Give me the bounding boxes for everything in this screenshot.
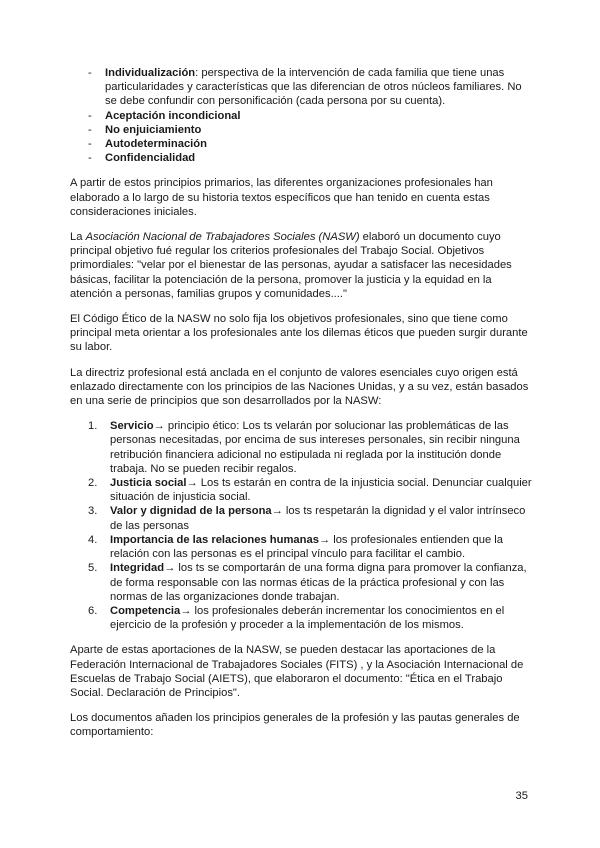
dash-marker: - bbox=[88, 123, 92, 136]
bullet-item-label: Autodeterminación bbox=[105, 138, 207, 151]
dash-marker: - bbox=[88, 109, 92, 122]
paragraph-nasw-rest: elaboró un documento cuyo principal objetivo fué regular los criterios profesionales del Trabajo Social. Objetivos primordiales: "velar por el bienestar de las personas, ayudar a satisfacer las necesidades básicas, facilitar la potenciación de la persona, promover la justicia y la equidad en la atención a personas, familias grupos y comunidades...." bbox=[70, 231, 512, 300]
numbered-item-integridad bbox=[70, 561, 532, 604]
bullet-item-label: Confidencialidad bbox=[105, 152, 196, 165]
numbered-item-rest: → los ts respetarán la dignidad y el valor intrínseco de las personas bbox=[110, 505, 526, 532]
number-marker: 6. bbox=[88, 604, 98, 617]
numbered-item-rest: → Los ts estarán en contra de la injusticia social. Denunciar cualquier situación de injusticia social. bbox=[110, 477, 532, 504]
paragraph-codigo-etico: El Código Ético de la NASW no solo fija los objetivos profesionales, sino que tiene como principal meta orientar a los profesionales ante los dilemas éticos que pueden surgir durante su labor. bbox=[70, 313, 528, 354]
numbered-item-label: Justicia social bbox=[110, 477, 187, 490]
paragraph-intro: A partir de estos principios primarios, las diferentes organizaciones profesionales han elaborado a lo largo de su historia textos específicos que han tenido en cuenta estas consideraciones iniciales. bbox=[70, 177, 493, 218]
numbered-item-rest: → los profesionales entienden que la relación con las personas es el principal vínculo para facilitar el cambio. bbox=[110, 533, 504, 561]
numbered-item-text bbox=[110, 534, 503, 560]
bullet-item-text bbox=[105, 124, 201, 136]
numbered-item-label: Servicio bbox=[110, 420, 154, 433]
paragraph-nasw-pre: La bbox=[70, 231, 86, 244]
numbered-item-text bbox=[110, 477, 532, 503]
number-marker: 1. bbox=[88, 420, 98, 433]
numbered-item-competencia bbox=[70, 604, 532, 632]
numbered-item-label: Importancia de las relaciones humanas bbox=[110, 533, 319, 546]
bullet-item-text bbox=[105, 110, 241, 122]
page-content bbox=[70, 66, 532, 751]
page-number: 35 bbox=[515, 790, 528, 802]
paragraph-nasw bbox=[70, 230, 532, 301]
bullet-item-autodeterminacion bbox=[70, 137, 532, 151]
numbered-item-rest: → los profesionales deberán incrementar los conocimientos en el ejercicio de la profesión y proceder a la implementación de los mismos. bbox=[110, 604, 505, 632]
dash-marker: - bbox=[88, 152, 92, 165]
numbered-item-label: Integridad bbox=[110, 562, 165, 575]
bullet-item-aceptacion bbox=[70, 109, 532, 123]
numbered-item-text bbox=[110, 505, 525, 531]
principles-bullet-list bbox=[70, 66, 532, 165]
numbered-item-text bbox=[110, 420, 520, 475]
bullet-item-rest: : perspectiva de la intervención de cada familia que tiene unas particularidades y características que las diferencian de otros núcleos familiares. No se debe confundir con personificación (cada persona por su cuenta). bbox=[105, 67, 522, 108]
number-marker: 3. bbox=[88, 505, 98, 518]
bullet-item-label: No enjuiciamiento bbox=[105, 123, 202, 136]
bullet-item-text bbox=[105, 138, 207, 150]
paragraph-directriz: La directriz profesional está anclada en el conjunto de valores esenciales cuyo origen está enlazado directamente con los principios de las Naciones Unidas, y a su vez, están basados en una serie de principios que son desarrollados por la NASW: bbox=[70, 366, 529, 408]
bullet-item-label: Aceptación incondicional bbox=[105, 109, 241, 122]
numbered-item-rest: → principio ético: Los ts velarán por solucionar las problemáticas de las personas necesitadas, por encima de sus intereses personales, sin recibir ninguna retribución financiera adicional no estipulada ni reglada por la institución donde trabaja. No se pueden recibir regalos. bbox=[110, 420, 520, 475]
number-marker: 2. bbox=[88, 477, 98, 490]
numbered-item-servicio bbox=[70, 419, 532, 476]
dash-marker: - bbox=[88, 67, 92, 79]
numbered-item-label: Valor y dignidad de la persona bbox=[110, 505, 272, 518]
numbered-item-text bbox=[110, 605, 504, 631]
paragraph-nasw-org-name: Asociación Nacional de Trabajadores Sociales (NASW) bbox=[85, 231, 360, 244]
nasw-principles-numbered-list bbox=[70, 419, 532, 632]
paragraph-documentos: Los documentos añaden los principios generales de la profesión y las pautas generales de comportamiento: bbox=[70, 712, 520, 739]
numbered-item-justicia-social bbox=[70, 476, 532, 504]
bullet-item-confidencialidad bbox=[70, 151, 532, 165]
bullet-item-text bbox=[105, 152, 195, 164]
numbered-item-valor-dignidad bbox=[70, 504, 532, 532]
numbered-item-relaciones-humanas bbox=[70, 533, 532, 561]
bullet-item-text bbox=[105, 67, 522, 107]
numbered-item-text bbox=[110, 562, 527, 602]
numbered-item-label: Competencia bbox=[110, 604, 181, 617]
number-marker: 4. bbox=[88, 533, 98, 546]
paragraph-fits-aiets: Aparte de estas aportaciones de la NASW, se pueden destacar las aportaciones de la Federación Internacional de Trabajadores Sociales (FITS) , y la Asociación Internacional de Escuelas de Trabajo Social (AIETS), que elaboraron el documento: "Ética en el Trabajo Social. Declaración de Principios". bbox=[70, 644, 524, 699]
bullet-item-label: Individualización bbox=[105, 67, 196, 79]
dash-marker: - bbox=[88, 138, 92, 151]
numbered-item-rest: → los ts se comportarán de una forma digna para promover la confianza, de forma responsable con las normas éticas de la práctica profesional y con las normas de las organizaciones donde trabajan. bbox=[110, 562, 527, 603]
bullet-item-individualizacion bbox=[70, 66, 532, 109]
number-marker: 5. bbox=[88, 562, 98, 575]
bullet-item-no-enjuiciamiento bbox=[70, 123, 532, 137]
